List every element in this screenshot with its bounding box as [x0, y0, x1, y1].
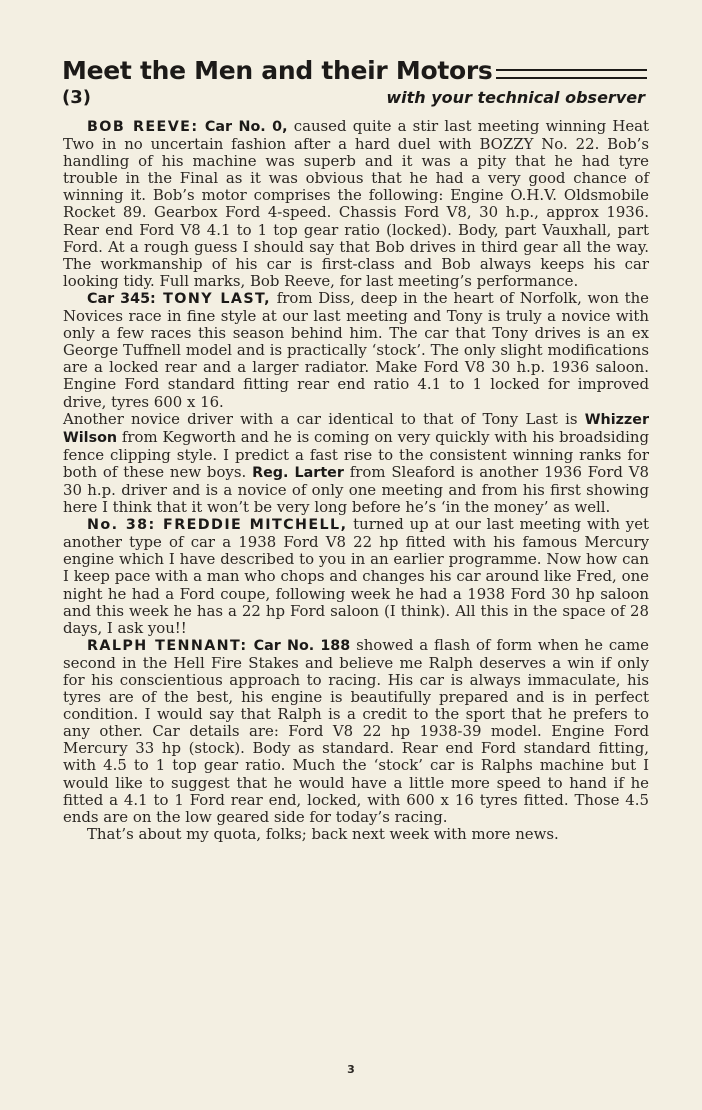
title-rule — [496, 69, 647, 79]
paragraph-tony-last — [63, 290, 649, 411]
paragraph-text: That’s about my quota, folks; back next week with more news. — [87, 824, 559, 843]
header — [62, 56, 647, 85]
byline: with your technical observer — [386, 88, 645, 107]
paragraph-novices — [63, 411, 649, 517]
article-body — [63, 118, 649, 843]
paragraph-text: from Sleaford is another 1936 Ford V8 30 h.p. driver and is a novice of only one meeting and from his first showing here I think that it won’t be very long before he’s ‘in the money’ as well. — [63, 462, 649, 517]
car-number: Car No. 0, — [198, 119, 288, 135]
paragraph-freddie-mitchell — [63, 516, 649, 637]
driver-name: Whizzer Wilson — [63, 411, 649, 446]
car-number: Car 345: — [87, 290, 156, 307]
driver-name: RALPH TENNANT: — [87, 637, 248, 654]
paragraph-text: turned up at our last meeting with yet another type of car a 1938 Ford V8 22 hp fitted with his famous Mercury engine which I have described to you in an earlier programme. Now how can I keep pace with a man who chops and changes his car around like Fred, one night he had a Ford coupe, following week he had a 1938 Ford 30 hp saloon and this week he has a 22 hp Ford saloon (I think). All this in the space of 28 days, I ask you!! — [63, 515, 649, 637]
paragraph-text: from Kegworth and he is coming on very quickly with his broadsiding fence clipping style. I predict a fast rise to the consistent winning ranks for both of these new boys. — [63, 427, 649, 481]
driver-name: No. 38: FREDDIE MITCHELL, — [87, 517, 348, 534]
paragraph-ralph-tennant — [63, 637, 649, 826]
driver-name: TONY LAST, — [155, 290, 271, 307]
part-number: (3) — [62, 87, 91, 108]
paragraph-text: showed a flash of form when he came second in the Hell Fire Stakes and believe me Ralph deserves a win if only for his conscientious approach to racing. His car is always immaculate, his tyres are of the best, his engine is beautifully prepared and is in perfect condition. I would say that Ralph is a credit to the sport that he prefers to any other. Car details are: Ford V8 22 hp 1938-39 model. Engine Ford Mercury 33 hp (stock). Body as standard. Rear end Ford standard fitting, with 4.5 to 1 top gear ratio. Much the ‘stock’ car is Ralphs machine but I would like to suggest that he would have a little more speed to hand if he fitted a 4.1 to 1 Ford rear end, locked, with 600 x 16 tyres fitted. Those 4.5 ends are on the low geared side for today’s racing. — [63, 635, 649, 826]
subheader — [62, 87, 645, 108]
page-number: 3 — [347, 1063, 355, 1076]
car-number: Car No. 188 — [247, 637, 351, 654]
paragraph-closing — [63, 826, 649, 843]
paragraph-text: from Diss, deep in the heart of Norfolk, won the Novices race in fine style at our last meeting and Tony is truly a novice with only a few races this season behind him. The car that Tony drives is an ex George Tuffnell model and is practically ‘stock’. The only slight modifications are a locked rear and a larger radiator. Make Ford V8 30 h.p. 1936 saloon. Engine Ford standard fitting rear end ratio 4.1 to 1 locked for improved drive, tyres 600 x 16. — [63, 288, 649, 411]
paragraph-text: Another novice driver with a car identical to that of Tony Last is — [63, 409, 585, 428]
driver-name: BOB REEVE: — [87, 119, 199, 135]
paragraph-text: caused quite a stir last meeting winning Heat Two in no uncertain fashion after a hard duel with BOZZY No. 22. Bob’s handling of his machine was superb and it was a pity that he had tyre trouble in the Final as it was obvious that he had a very good chance of winning it. Bob’s motor comprises the following: Engine O.H.V. Oldsmobile Rocket 89. Gearbox Ford 4-speed. Chassis Ford V8, 30 h.p., approx 1936. Rear end Ford V8 4.1 to 1 top gear ratio (locked). Body, part Vauxhall, part Ford. At a rough guess I should say that Bob drives in third gear all the way. The workmanship of his car is first-class and Bob always keeps his car looking tidy. Full marks, Bob Reeve, for last meeting’s performance. — [63, 117, 649, 290]
paragraph-bob-reeve — [63, 118, 649, 290]
driver-name: Reg. Larter — [252, 464, 344, 481]
page-title: Meet the Men and their Motors — [62, 56, 493, 85]
